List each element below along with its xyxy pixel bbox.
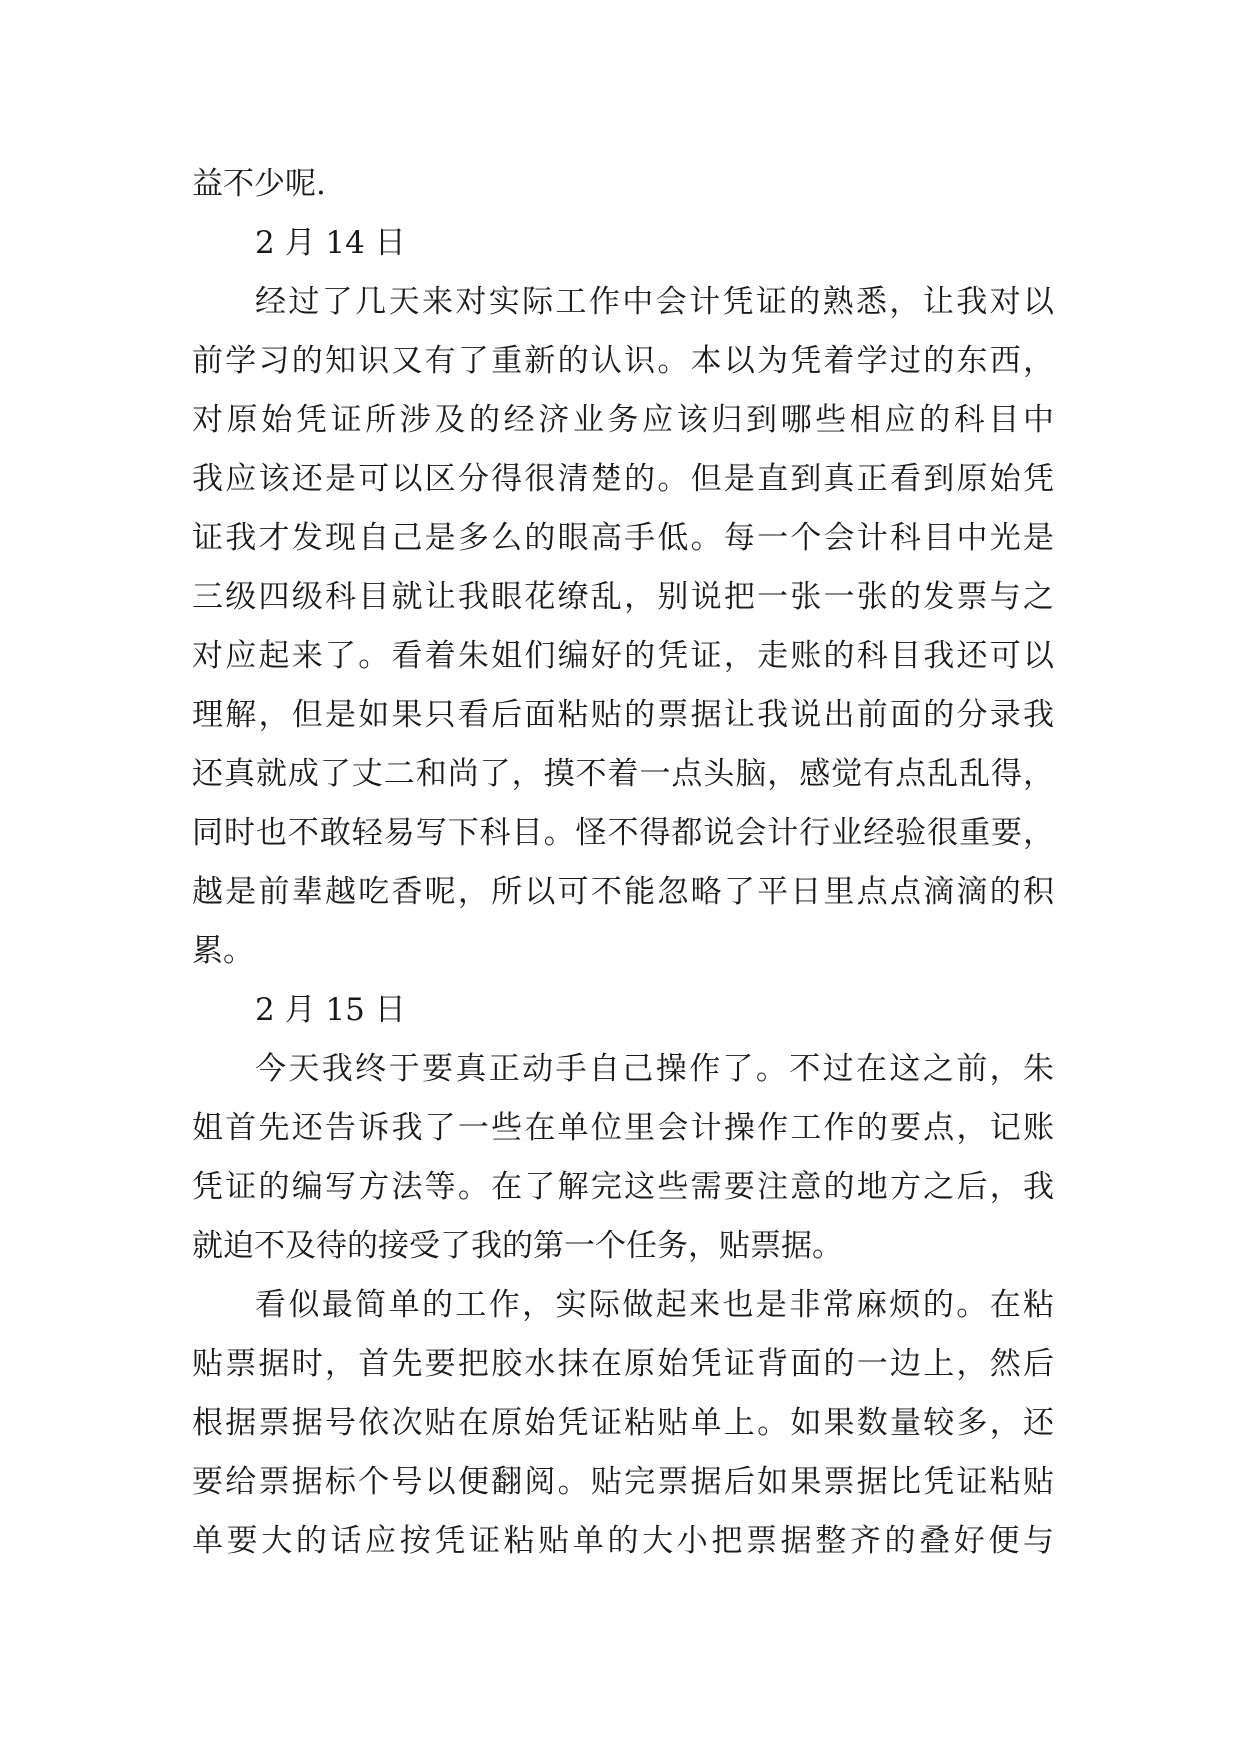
- paragraph-line: 看似最简单的工作，实际做起来也是非常麻烦的。在粘: [255, 1287, 1054, 1323]
- paragraph-line: 还真就成了丈二和尚了，摸不着一点头脑，感觉有点乱乱得，: [192, 756, 1054, 792]
- document-body: [192, 155, 1054, 1571]
- paragraph-line: 证我才发现自己是多么的眼高手低。每一个会计科目中光是: [192, 520, 1054, 556]
- date-heading: 2 月 15 日: [255, 992, 406, 1028]
- date-heading: 2 月 14 日: [255, 225, 406, 261]
- paragraph-line: 我应该还是可以区分得很清楚的。但是直到真正看到原始凭: [192, 461, 1054, 497]
- paragraph-line: 三级四级科目就让我眼花缭乱，别说把一张一张的发票与之: [192, 579, 1054, 615]
- paragraph-line: 姐首先还告诉我了一些在单位里会计操作工作的要点，记账: [192, 1110, 1054, 1146]
- paragraph-line: 前学习的知识又有了重新的认识。本以为凭着学过的东西，: [192, 343, 1054, 379]
- paragraph-line: 贴票据时，首先要把胶水抹在原始凭证背面的一边上，然后: [192, 1346, 1054, 1382]
- paragraph-line: 对原始凭证所涉及的经济业务应该归到哪些相应的科目中: [192, 402, 1054, 438]
- paragraph-line: 同时也不敢轻易写下科目。怪不得都说会计行业经验很重要，: [192, 815, 1054, 851]
- paragraph-line: 越是前辈越吃香呢，所以可不能忽略了平日里点点滴滴的积: [192, 874, 1054, 910]
- paragraph-line: 根据票据号依次贴在原始凭证粘贴单上。如果数量较多，还: [192, 1405, 1054, 1441]
- paragraph-line: 要给票据标个号以便翻阅。贴完票据后如果票据比凭证粘贴: [192, 1464, 1054, 1500]
- paragraph-line: 累。: [192, 933, 254, 969]
- text-line: 益不少呢.: [192, 166, 326, 202]
- paragraph-line: 经过了几天来对实际工作中会计凭证的熟悉，让我对以: [255, 284, 1054, 320]
- paragraph-line: 凭证的编写方法等。在了解完这些需要注意的地方之后，我: [192, 1169, 1054, 1205]
- paragraph-line: 对应起来了。看着朱姐们编好的凭证，走账的科目我还可以: [192, 638, 1054, 674]
- paragraph-line: 今天我终于要真正动手自己操作了。不过在这之前，朱: [255, 1051, 1054, 1087]
- paragraph-line: 就迫不及待的接受了我的第一个任务，贴票据。: [192, 1228, 843, 1264]
- paragraph-line: 单要大的话应按凭证粘贴单的大小把票据整齐的叠好便与: [192, 1523, 1054, 1559]
- paragraph-line: 理解，但是如果只看后面粘贴的票据让我说出前面的分录我: [192, 697, 1054, 733]
